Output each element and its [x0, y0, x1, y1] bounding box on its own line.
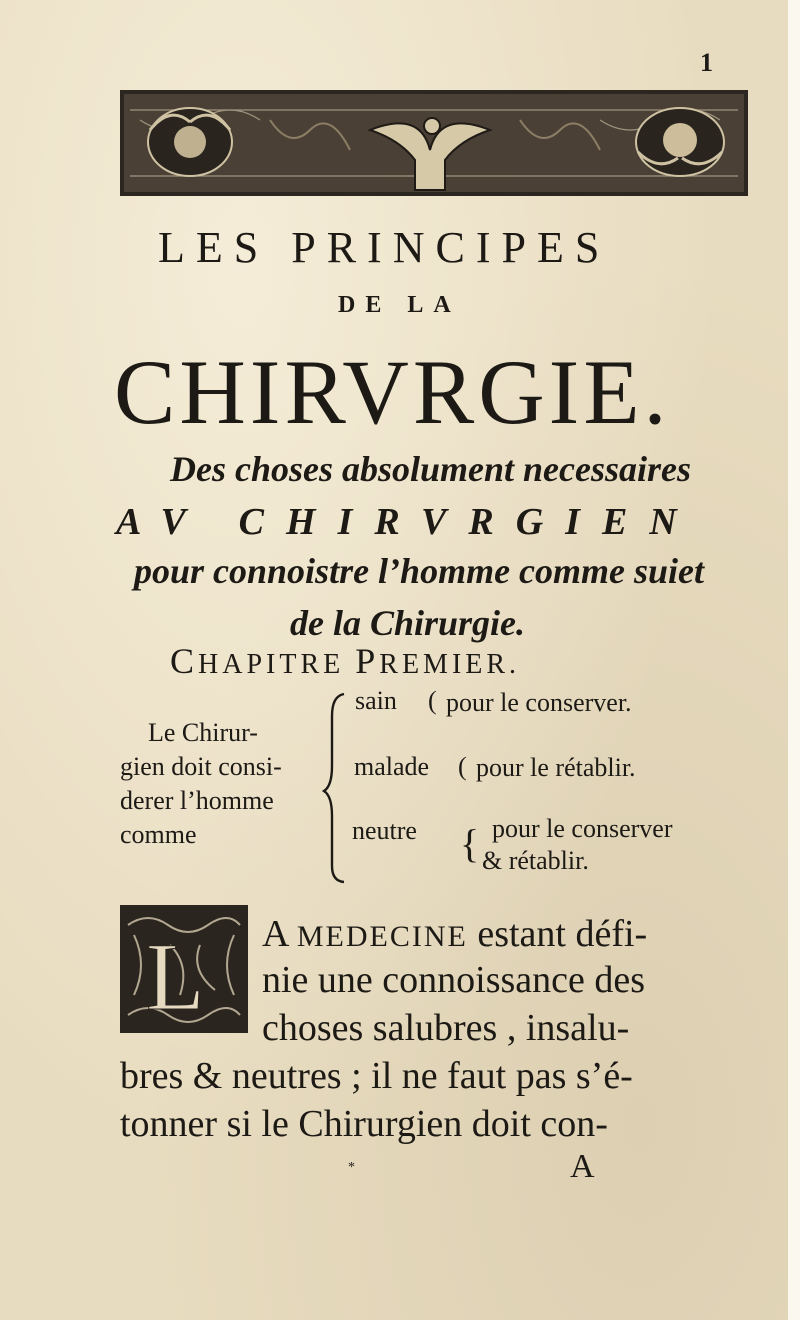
svg-text:L: L [146, 923, 205, 1030]
subtitle-line-4: de la Chirurgie. [290, 603, 526, 643]
brace-neutre-icon: { [460, 821, 480, 866]
big-brace-icon [322, 686, 352, 886]
catchmark: * [348, 1160, 355, 1175]
purpose-sain: pour le conserver. [446, 688, 632, 717]
angel-head-left-icon [148, 108, 232, 176]
page-number: 1 [700, 48, 713, 77]
table-left-line-4: comme [120, 820, 197, 849]
table-left-line-1: Le Chirur- [148, 718, 258, 747]
subtitle-line-1: Des choses absolument necessaires [170, 449, 691, 489]
state-sain: sain [355, 686, 397, 715]
table-left-line-2: gien doit consi- [120, 752, 282, 781]
purpose-neutre-2: & rétablir. [482, 846, 589, 875]
brace-malade-icon: ( [458, 752, 467, 781]
ornamental-dropcap-L [120, 905, 248, 1033]
table-left-line-3: derer l’homme [120, 786, 274, 815]
body-line-3: choses salubres , insalu- [262, 1007, 630, 1049]
woodcut-headpiece-ornament [120, 90, 748, 196]
subtitle-line-3: pour connoistre l’homme comme suiet [134, 551, 705, 591]
chapter-heading: CHAPITRE PREMIER. [170, 641, 521, 681]
brace-sain-icon: ( [428, 686, 437, 715]
page-edge [788, 0, 800, 1320]
body-line-2: nie une connoissance des [262, 959, 646, 1001]
title-line-2: DE LA [338, 292, 461, 318]
purpose-malade: pour le rétablir. [476, 753, 636, 782]
body-line-4: bres & neutres ; il ne faut pas s’é- [120, 1055, 633, 1097]
angel-head-right-icon [636, 108, 724, 176]
body-line-1: A MEDECINE estant défi- [262, 913, 648, 955]
title-line-1: LES PRINCIPES [158, 223, 611, 272]
purpose-neutre-1: pour le conserver [492, 814, 673, 843]
state-neutre: neutre [352, 816, 417, 845]
state-malade: malade [354, 752, 430, 781]
subtitle-line-2: AV CHIRVRGIEN [116, 501, 699, 543]
title-line-3: CHIRVRGIE. [114, 341, 671, 443]
body-line-5: tonner si le Chirurgien doit con- [120, 1103, 608, 1145]
signature-mark: A [570, 1148, 595, 1185]
